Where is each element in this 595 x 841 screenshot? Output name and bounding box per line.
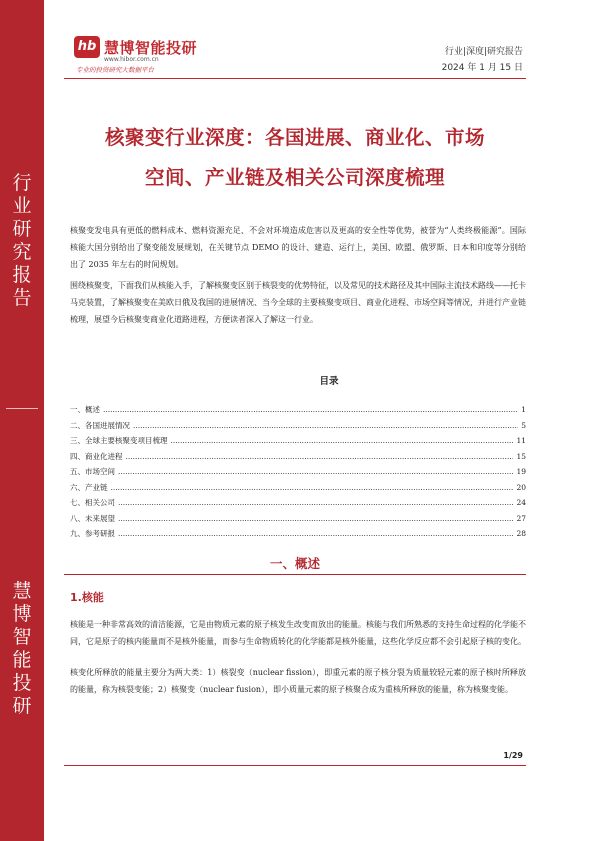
logo-url: www.hibor.com.cn (104, 56, 159, 63)
report-meta (442, 44, 523, 76)
sidebar-divider (6, 408, 38, 409)
section-heading (64, 554, 526, 576)
table-of-contents (70, 404, 526, 544)
toc-item[interactable]: 二、各国进展情况 ..... 5 (70, 420, 526, 436)
body-paragraph-2: 核变化所释放的能量主要分为两大类：1）核裂变（nuclear fission），即重元素的原子核分裂为质量较轻元素的原子核时所释放的能量，称为核裂变能；2）核聚变（nuclear fusion），即小质量元素的原子核聚合成为重核所释放的能量，称为核聚变能。 (70, 668, 526, 694)
footer-divider (64, 765, 526, 766)
toc-item[interactable]: 六、产业链 ..... 20 (70, 482, 526, 498)
brand-logo (74, 36, 244, 76)
toc-heading: 目录 (319, 376, 339, 387)
section-underline (64, 574, 526, 575)
toc-item[interactable]: 三、全球主要核聚变项目梳理 ..... 11 (70, 435, 526, 451)
toc-item[interactable]: 五、市场空间 ..... 19 (70, 466, 526, 482)
logo-name: 慧博智能投研 (104, 39, 198, 57)
sidebar (0, 0, 44, 841)
intro-paragraph-1: 核聚变发电具有更低的燃料成本、燃料资源充足、不会对环境造成危害以及更高的安全性等优势，被誉为“人类终极能源”。国际核能大国分别给出了聚变能发展规划，在关键节点 DEMO 的设计、建造、运行上，美国、欧盟、俄罗斯、日本和印度等分别给出了 2035 年左右的时间规划。 (70, 226, 526, 269)
header-divider (64, 78, 526, 79)
report-title (64, 118, 526, 198)
toc-item[interactable]: 八、未来展望 ..... 27 (70, 513, 526, 529)
logo-mark-icon: hb (74, 36, 100, 58)
page-number: 1/29 (503, 751, 523, 760)
subsection-title: 1.核能 (70, 591, 104, 604)
toc-item[interactable]: 一、概述 ..... 1 (70, 404, 526, 420)
sidebar-brand: 慧 博 智 能 投 研 (12, 580, 32, 717)
logo-slogan: 专业的投资研究大数据平台 (76, 66, 154, 74)
report-title-line-2: 空间、产业链及相关公司深度梳理 (144, 166, 445, 189)
report-title-line-1: 核聚变行业深度：各国进展、商业化、市场 (104, 126, 485, 149)
report-date: 2024 年 1 月 15 日 (441, 63, 523, 73)
toc-item[interactable]: 七、相关公司 ..... 24 (70, 497, 526, 513)
sidebar-report-type: 行 业 研 究 报 告 (12, 172, 32, 309)
toc-item[interactable]: 九、参考研报 ..... 28 (70, 528, 526, 544)
toc-item[interactable]: 四、商业化进程 ..... 15 (70, 451, 526, 467)
intro-paragraph-2: 围绕核聚变，下面我们从核能入手，了解核聚变区别于核裂变的优势特征，以及常见的技术路径及其中国际主流技术路线——托卡马克装置，了解核聚变在美欧日俄及我国的进展情况、当今全球的主要核聚变项目、商业化进程、市场空间等情况，并进行产业链梳理，展望今后核聚变商业化道路进程，方便读者深入了解这一行业。 (70, 281, 526, 324)
section-title: 一、概述 (269, 556, 320, 571)
body-paragraph-1: 核能是一种非常高效的清洁能源，它是由物质元素的原子核发生改变而放出的能量。核能与我们所熟悉的支持生命过程的化学能不同，它是原子的核内能量而不是核外能量，而参与生命物质转化的化学能都是核外能量，这些化学反应都不会引起原子核的变化。 (70, 620, 526, 646)
report-category: 行业|深度|研究报告 (444, 47, 523, 57)
